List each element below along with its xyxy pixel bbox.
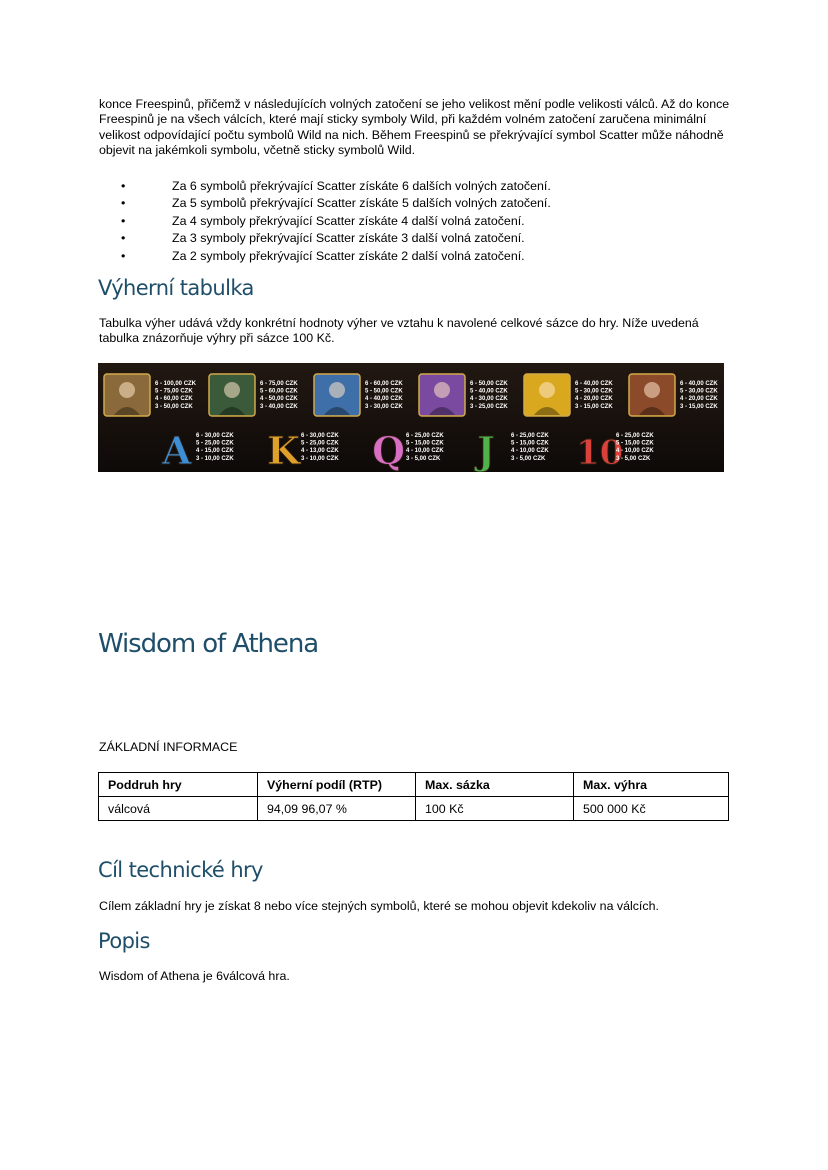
payout-label: 6 - 30,00 CZK <box>196 433 234 439</box>
payout-label: 3 - 5,00 CZK <box>511 455 546 462</box>
payout-label: 4 - 10,00 CZK <box>406 448 444 455</box>
scatter-bullet-list <box>99 178 739 265</box>
card-symbol-icon: Q <box>372 428 406 472</box>
payout-label: 6 - 50,00 CZK <box>470 381 508 387</box>
payout-label: 6 - 40,00 CZK <box>680 381 718 387</box>
card-symbol-icon: J <box>477 428 495 472</box>
description-text: Wisdom of Athena je 6válcová hra. <box>99 969 290 983</box>
payout-label: 6 - 75,00 CZK <box>260 381 298 387</box>
list-item: • Za 3 symboly překrývající Scatter získáte 3 další volná zatočení. <box>99 230 739 247</box>
card-symbol-icon: A <box>162 428 192 472</box>
payout-label: 4 - 10,00 CZK <box>616 448 654 455</box>
bullet-icon: • <box>121 248 126 263</box>
payout-label: 4 - 40,00 CZK <box>365 396 403 403</box>
bullet-icon: • <box>121 196 126 211</box>
payout-label: 4 - 13,00 CZK <box>301 448 339 455</box>
card-symbol-icon: K <box>267 428 301 472</box>
payout-label: 5 - 25,00 CZK <box>196 440 234 447</box>
payout-label: 6 - 25,00 CZK <box>406 433 444 439</box>
payout-label: 4 - 20,00 CZK <box>680 396 718 403</box>
payout-label: 5 - 15,00 CZK <box>511 440 549 447</box>
payout-label: 6 - 40,00 CZK <box>575 381 613 387</box>
goal-heading: Cíl technické hry <box>98 858 263 882</box>
card-symbol-icon: 10 <box>576 433 624 472</box>
paytable-description: Tabulka výher udává vždy konkrétní hodnoty výher ve vztahu k navolené celkové sázce do hry. Níže uvedená tabulka znázorňuje výhry při sázce 100 Kč. <box>99 316 699 346</box>
goal-text: Cílem základní hry je získat 8 nebo více stejných symbolů, které se mohou objevit kdekoliv na válcích. <box>99 899 659 913</box>
table-row <box>99 797 729 821</box>
payout-label: 5 - 40,00 CZK <box>470 388 508 395</box>
payout-label: 6 - 100,00 CZK <box>155 381 197 387</box>
list-item: • Za 6 symbolů překrývající Scatter získáte 6 dalších volných zatočení. <box>99 178 739 195</box>
payout-label: 4 - 60,00 CZK <box>155 396 193 403</box>
payout-label: 4 - 30,00 CZK <box>470 396 508 403</box>
bullet-icon: • <box>121 179 126 193</box>
payout-label: 5 - 15,00 CZK <box>406 440 444 447</box>
table-cell: 500 000 Kč <box>574 797 729 821</box>
list-item: • Za 4 symboly překrývající Scatter získáte 4 další volná zatočení. <box>99 213 739 230</box>
payout-label: 3 - 40,00 CZK <box>260 403 298 410</box>
list-item: • Za 2 symboly překrývající Scatter získáte 2 další volná zatočení. <box>99 248 739 265</box>
symbol-face-shape <box>644 382 660 398</box>
payout-label: 4 - 50,00 CZK <box>260 396 298 403</box>
basic-info-label: ZÁKLADNÍ INFORMACE <box>99 740 238 754</box>
symbol-face-shape <box>224 382 240 398</box>
column-header: Poddruh hry <box>99 773 258 797</box>
table-cell: 100 Kč <box>416 797 574 821</box>
column-header: Výherní podíl (RTP) <box>258 773 416 797</box>
table-cell: válcová <box>99 797 258 821</box>
description-heading: Popis <box>98 929 150 953</box>
symbol-face-shape <box>539 382 555 398</box>
column-header: Max. sázka <box>416 773 574 797</box>
bullet-icon: • <box>121 231 126 246</box>
list-item: • Za 5 symbolů překrývající Scatter získáte 5 dalších volných zatočení. <box>99 195 739 212</box>
payout-label: 6 - 25,00 CZK <box>511 433 549 439</box>
payout-label: 5 - 30,00 CZK <box>680 388 718 395</box>
payout-label: 3 - 15,00 CZK <box>575 403 613 410</box>
payout-label: 3 - 5,00 CZK <box>616 455 651 462</box>
payout-label: 3 - 5,00 CZK <box>406 455 441 462</box>
game-title: Wisdom of Athena <box>98 629 319 659</box>
payout-label: 5 - 25,00 CZK <box>301 440 339 447</box>
payout-label: 5 - 75,00 CZK <box>155 388 193 395</box>
column-header: Max. výhra <box>574 773 729 797</box>
symbol-face-shape <box>329 382 345 398</box>
payout-label: 3 - 15,00 CZK <box>680 403 718 410</box>
payout-label: 4 - 15,00 CZK <box>196 448 234 455</box>
payout-label: 3 - 25,00 CZK <box>470 403 508 410</box>
paytable-heading: Výherní tabulka <box>98 276 254 300</box>
payout-label: 6 - 60,00 CZK <box>365 381 403 387</box>
payout-label: 3 - 10,00 CZK <box>301 455 339 462</box>
payout-label: 3 - 50,00 CZK <box>155 403 193 410</box>
payout-label: 6 - 25,00 CZK <box>616 433 654 439</box>
payout-label: 4 - 10,00 CZK <box>511 448 549 455</box>
payout-label: 4 - 20,00 CZK <box>575 396 613 403</box>
payout-label: 6 - 30,00 CZK <box>301 433 339 439</box>
payout-label: 3 - 10,00 CZK <box>196 455 234 462</box>
payout-label: 5 - 50,00 CZK <box>365 388 403 395</box>
bullet-icon: • <box>121 213 126 228</box>
payout-label: 5 - 60,00 CZK <box>260 388 298 395</box>
table-cell: 94,09 96,07 % <box>258 797 416 821</box>
paytable-image <box>98 363 724 472</box>
payout-label: 5 - 15,00 CZK <box>616 440 654 447</box>
basic-info-table <box>98 772 729 821</box>
paytable-banner-graphic <box>98 363 724 472</box>
intro-paragraph: konce Freespinů, přičemž v následujících volných zatočení se jeho velikost mění podle velikosti válců. Až do konce Freespinů je na všech válcích, které mají sticky symboly Wild, při každém volném zatočení zaručena minimální velikost odpovídající počtu symbolů Wild na nich. Během Freespinů se překrývající symbol Scatter může náhodně objevit na jakémkoli symbolu, včetně sticky symbolů Wild. <box>99 97 730 158</box>
table-header-row <box>99 773 729 797</box>
payout-label: 3 - 30,00 CZK <box>365 403 403 410</box>
payout-label: 5 - 30,00 CZK <box>575 388 613 395</box>
symbol-face-shape <box>119 382 135 398</box>
symbol-face-shape <box>434 382 450 398</box>
